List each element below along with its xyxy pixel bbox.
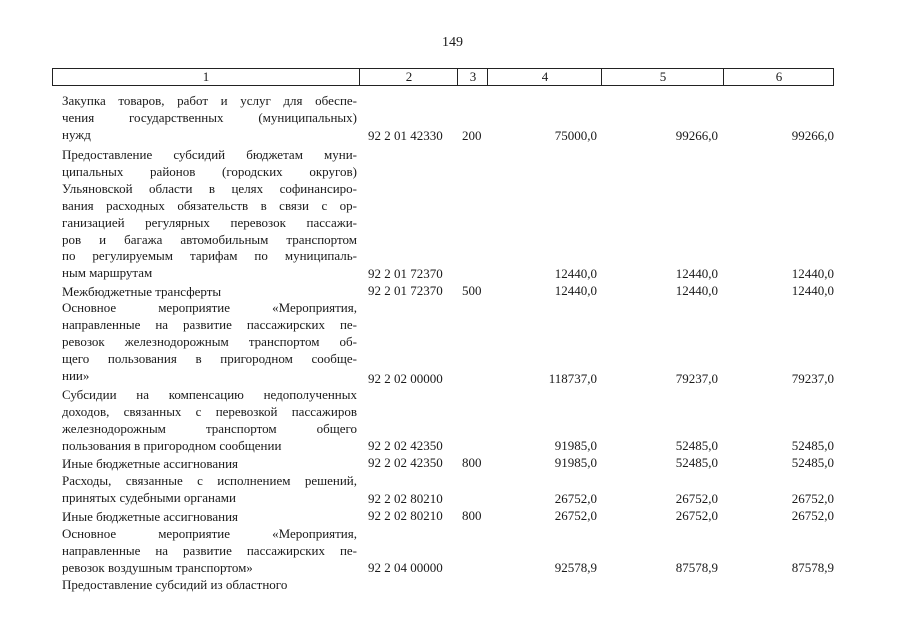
row-description [62,577,357,594]
description-line: направленные на развитие пассажирских пе- [62,542,357,558]
description-line: Иные бюджетные ассигнования [62,456,239,471]
row-description [62,93,357,144]
row-description [62,300,357,385]
row-description [62,509,357,526]
description-line: ным маршрутам [62,265,153,281]
description-line: Основное мероприятие «Мероприятия, [62,526,357,541]
row-expense-type: 800 [462,455,482,470]
row-value-col-4: 26752,0 [554,508,597,523]
row-description [62,526,357,577]
description-line: ревозок воздушным транспортом» [62,559,253,575]
page-number: 149 [442,35,463,50]
description-line: железнодорожным транспортом общего [62,420,357,436]
description-line: нии» [62,367,90,383]
row-code: 92 2 02 42350 [368,455,443,470]
header-col-6: 6 [723,69,834,85]
row-value-col-5: 12440,0 [675,283,718,298]
description-line: нужд [62,126,91,142]
description-line: ганизацией регулярных перевозок пассажи- [62,214,357,230]
description-line: Предоставление субсидий бюджетам муни- [62,147,357,162]
description-line: чения государственных (муниципальных) [62,109,357,125]
description-line: Межбюджетные трансферты [62,284,222,299]
row-expense-type: 200 [462,128,482,143]
description-line: Закупка товаров, работ и услуг для обеспе- [62,93,357,108]
row-value-col-4: 12440,0 [554,283,597,298]
row-code: 92 2 02 80210 [368,491,443,506]
description-line: ревозок железнодорожным транспортом об- [62,333,357,349]
header-col-5: 5 [601,69,724,85]
row-value-col-6: 12440,0 [791,266,834,281]
row-value-col-6: 79237,0 [791,371,834,386]
description-line: принятых судебными органами [62,489,236,505]
header-col-3: 3 [457,69,488,85]
row-code: 92 2 01 72370 [368,266,443,281]
row-value-col-5: 87578,9 [675,560,718,575]
description-line: Предоставление субсидий из областного [62,577,288,592]
row-code: 92 2 01 72370 [368,283,443,298]
row-value-col-5: 12440,0 [675,266,718,281]
row-code: 92 2 02 80210 [368,508,443,523]
row-description [62,147,357,282]
row-expense-type: 800 [462,508,482,523]
row-value-col-6: 87578,9 [791,560,834,575]
table-header [52,68,834,86]
description-line: направленные на развитие пассажирских пе- [62,316,357,332]
row-code: 92 2 01 42330 [368,128,443,143]
description-line: Ульяновской области в целях софинансиро- [62,180,357,196]
header-col-4: 4 [487,69,602,85]
row-description [62,387,357,455]
row-expense-type: 500 [462,283,482,298]
row-value-col-5: 52485,0 [675,455,718,470]
description-line: щего пользования в пригородном сообще- [62,350,357,366]
row-value-col-4: 12440,0 [554,266,597,281]
row-value-col-6: 26752,0 [791,508,834,523]
row-description [62,284,357,301]
row-value-col-6: 52485,0 [791,438,834,453]
row-value-col-6: 52485,0 [791,455,834,470]
description-line: ров и багажа автомобильным транспортом [62,231,357,247]
row-value-col-4: 26752,0 [554,491,597,506]
row-description [62,473,357,507]
description-line: вания расходных обязательств в связи с ор- [62,197,357,213]
row-value-col-5: 26752,0 [675,508,718,523]
header-col-2: 2 [359,69,458,85]
row-value-col-6: 12440,0 [791,283,834,298]
row-value-col-6: 99266,0 [791,128,834,143]
description-line: ципальных районов (городских округов) [62,163,357,179]
row-value-col-4: 75000,0 [554,128,597,143]
description-line: Основное мероприятие «Мероприятия, [62,300,357,315]
row-code: 92 2 02 00000 [368,371,443,386]
description-line: Иные бюджетные ассигнования [62,509,239,524]
row-value-col-4: 91985,0 [554,455,597,470]
description-line: доходов, связанных с перевозкой пассажиров [62,403,357,419]
row-value-col-5: 79237,0 [675,371,718,386]
row-value-col-5: 52485,0 [675,438,718,453]
row-value-col-4: 118737,0 [548,371,597,386]
row-value-col-4: 91985,0 [554,438,597,453]
row-value-col-6: 26752,0 [791,491,834,506]
description-line: Расходы, связанные с исполнением решений, [62,473,357,488]
row-description [62,456,357,473]
row-value-col-5: 99266,0 [675,128,718,143]
row-code: 92 2 04 00000 [368,560,443,575]
description-line: пользования в пригородном сообщении [62,437,282,453]
description-line: Субсидии на компенсацию недополученных [62,387,357,402]
description-line: по регулируемым тарифам по муниципаль- [62,248,357,264]
header-col-1: 1 [202,69,210,84]
row-value-col-5: 26752,0 [675,491,718,506]
row-code: 92 2 02 42350 [368,438,443,453]
row-value-col-4: 92578,9 [554,560,597,575]
